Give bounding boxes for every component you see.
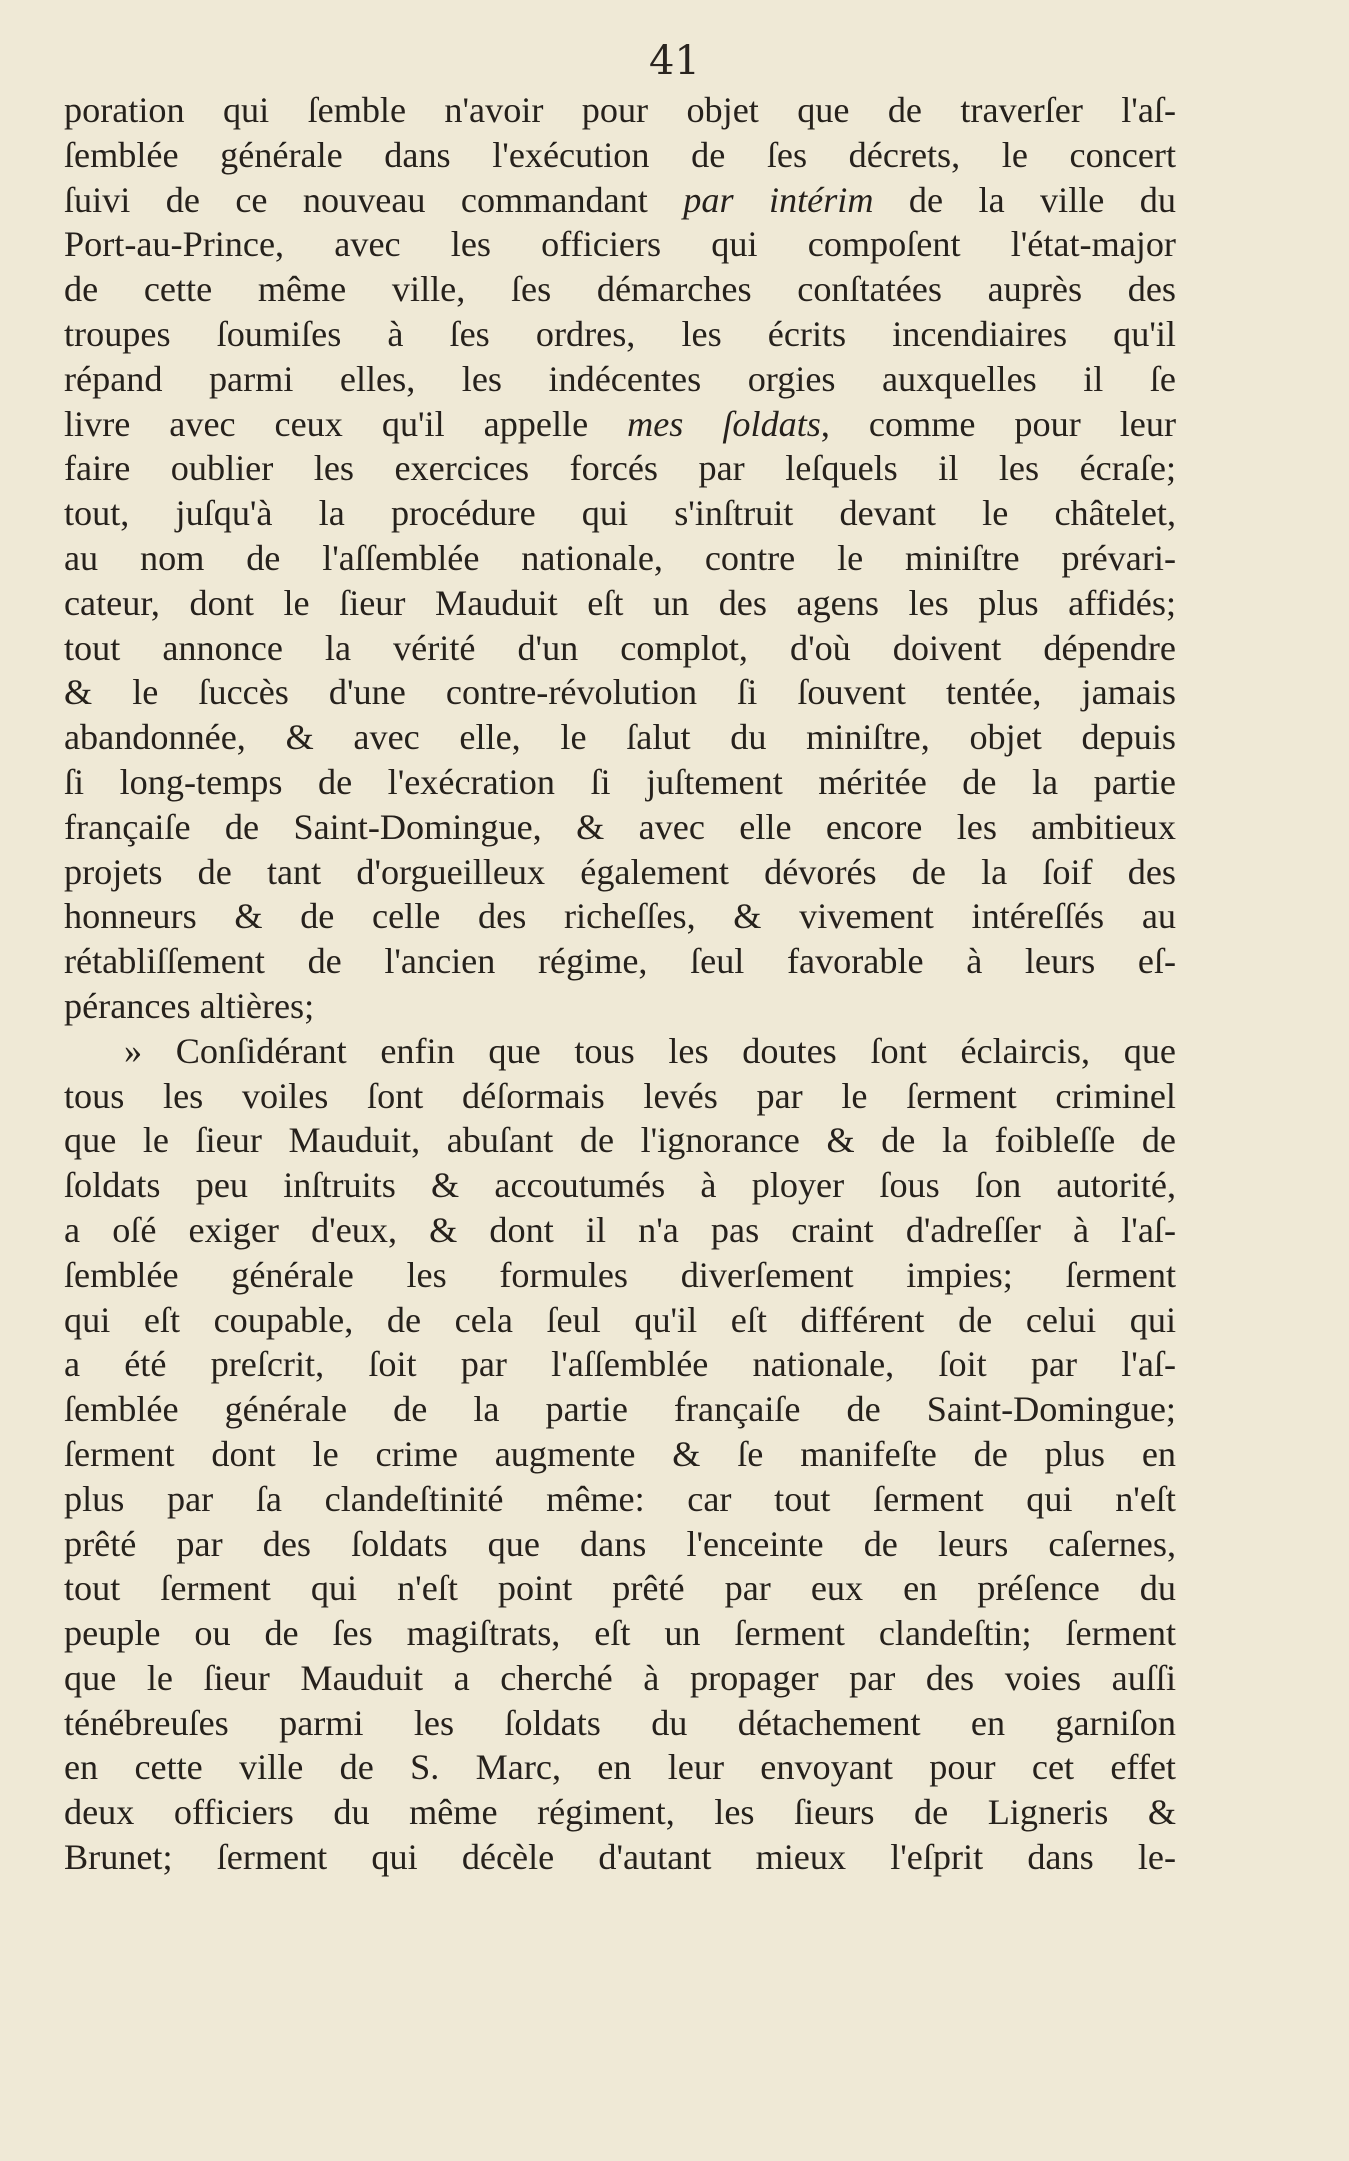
text-line: faire oublier les exercices forcés par leſquels il les écraſe; bbox=[64, 448, 1176, 489]
text-line: ſemblée générale dans l'exécution de ſes décrets, le concert bbox=[64, 134, 1176, 175]
text-line: que le ſieur Mauduit, abuſant de l'ignorance & de la foibleſſe de bbox=[64, 1120, 1176, 1161]
text-line: honneurs & de celle des richeſſes, & vivement intéreſſés au bbox=[64, 896, 1176, 937]
text-line: qui eſt coupable, de cela ſeul qu'il eſt différent de celui qui bbox=[64, 1299, 1176, 1340]
text-line: ſuivi de ce nouveau commandant par intérim de la ville du bbox=[64, 179, 1176, 220]
text-line: rétabliſſement de l'ancien régime, ſeul favorable à leurs eſ- bbox=[64, 941, 1176, 982]
page-number: 41 bbox=[649, 38, 700, 84]
text-line: au nom de l'aſſemblée nationale, contre le miniſtre prévari- bbox=[64, 537, 1176, 578]
text-line: tout, juſqu'à la procédure qui s'inſtruit devant le châtelet, bbox=[64, 493, 1176, 534]
text-line: troupes ſoumiſes à ſes ordres, les écrits incendiaires qu'il bbox=[64, 313, 1176, 354]
text-line: deux officiers du même régiment, les ſieurs de Ligneris & bbox=[64, 1792, 1176, 1833]
text-line: que le ſieur Mauduit a cherché à propager par des voies auſſi bbox=[64, 1657, 1176, 1698]
text-line: livre avec ceux qu'il appelle mes ſoldats, comme pour leur bbox=[64, 403, 1177, 444]
text-line: & le ſuccès d'une contre-révolution ſi ſouvent tentée, jamais bbox=[64, 672, 1176, 713]
text-line: » Conſidérant enfin que tous les doutes ſont éclaircis, que bbox=[124, 1030, 1176, 1071]
text-line: tous les voiles ſont déſormais levés par le ſerment criminel bbox=[64, 1075, 1176, 1116]
text-line: cateur, dont le ſieur Mauduit eſt un des agens les plus affidés; bbox=[64, 582, 1176, 623]
text-line: Brunet; ſerment qui décèle d'autant mieux l'eſprit dans le- bbox=[64, 1837, 1176, 1878]
text-line: ſi long-temps de l'exécration ſi juſtement méritée de la partie bbox=[64, 761, 1176, 802]
text-line: a oſé exiger d'eux, & dont il n'a pas craint d'adreſſer à l'aſ- bbox=[64, 1209, 1176, 1250]
text-line: projets de tant d'orgueilleux également dévorés de la ſoif des bbox=[64, 851, 1176, 892]
text-line: abandonnée, & avec elle, le ſalut du miniſtre, objet depuis bbox=[64, 717, 1176, 758]
text-line: prêté par des ſoldats que dans l'enceinte de leurs caſernes, bbox=[64, 1523, 1176, 1564]
text-line: Port-au-Prince, avec les officiers qui compoſent l'état-major bbox=[64, 224, 1176, 265]
text-line: tout ſerment qui n'eſt point prêté par eux en préſence du bbox=[64, 1568, 1176, 1609]
text-line: répand parmi elles, les indécentes orgies auxquelles il ſe bbox=[64, 358, 1176, 399]
text-line: ténébreuſes parmi les ſoldats du détachement en garniſon bbox=[64, 1702, 1176, 1743]
text-line: ſemblée générale de la partie françaiſe de Saint-Domingue; bbox=[64, 1389, 1176, 1430]
body-text bbox=[64, 88, 1176, 1880]
text-line: pérances altières; bbox=[64, 985, 315, 1026]
text-line: en cette ville de S. Marc, en leur envoyant pour cet effet bbox=[64, 1747, 1176, 1788]
text-line: ſemblée générale les formules diverſement impies; ſerment bbox=[64, 1254, 1176, 1295]
text-line: ſoldats peu inſtruits & accoutumés à ployer ſous ſon autorité, bbox=[64, 1165, 1176, 1206]
text-line: a été preſcrit, ſoit par l'aſſemblée nationale, ſoit par l'aſ- bbox=[64, 1344, 1176, 1385]
text-line: peuple ou de ſes magiſtrats, eſt un ſerment clandeſtin; ſerment bbox=[64, 1613, 1176, 1654]
text-line: plus par ſa clandeſtinité même: car tout ſerment qui n'eſt bbox=[64, 1478, 1176, 1519]
text-line: françaiſe de Saint-Domingue, & avec elle encore les ambitieux bbox=[64, 806, 1176, 847]
text-line: poration qui ſemble n'avoir pour objet que de traverſer l'aſ- bbox=[64, 90, 1176, 130]
text-line: ſerment dont le crime augmente & ſe manifeſte de plus en bbox=[64, 1433, 1176, 1474]
text-line: tout annonce la vérité d'un complot, d'où doivent dépendre bbox=[64, 627, 1176, 668]
text-line: de cette même ville, ſes démarches conſtatées auprès des bbox=[64, 269, 1176, 310]
